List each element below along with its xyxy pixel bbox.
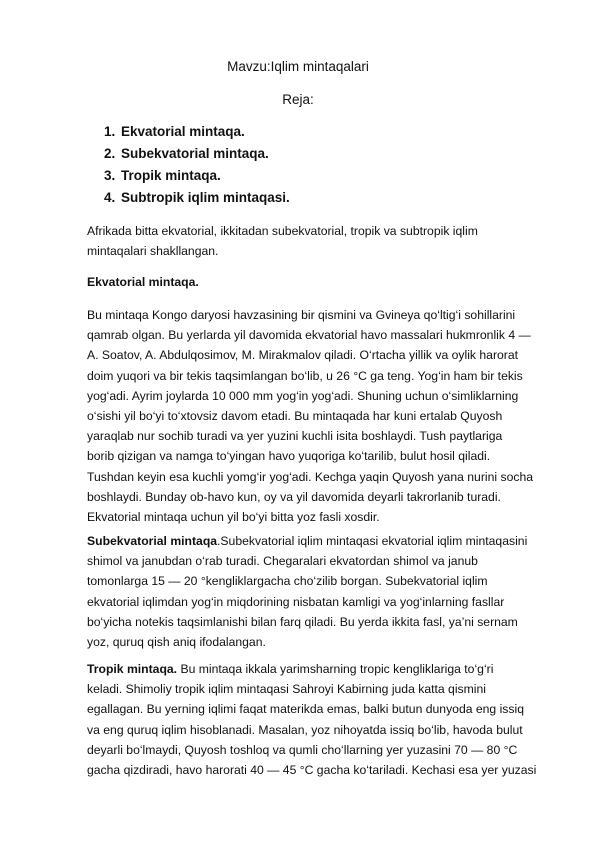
plan-item	[104, 187, 290, 209]
text-line: gacha qizdiradi, havo harorati 40 — 45 °C gacha ko‘tariladi. Kechasi esa yer yuzasi	[87, 763, 537, 778]
subekvatorial-paragraph	[87, 531, 537, 652]
intro-paragraph	[87, 221, 537, 261]
text-line: va eng quruq iqlim hisoblanadi. Masalan, yoz nihoyatda issiq bo‘lib, havoda bulut	[87, 722, 523, 737]
text-line: ekvatorial iqlimdan yog‘in miqdorining nisbatan kamligi va yog‘inlarning fasllar	[87, 594, 505, 609]
section-heading-tropik: Tropik mintaqa.	[87, 662, 178, 676]
text-line: keladi. Shimoliy tropik iqlim mintaqasi Sahroyi Kabirning juda katta qismini	[87, 682, 486, 697]
plan-item-text: Subekvatorial mintaqa.	[121, 146, 269, 161]
plan-item-text: Tropik mintaqa.	[121, 168, 221, 183]
text-line: Tushdan keyin esa kuchli yomg‘ir yog‘adi. Kechga yaqin Quyosh yana nurini socha	[87, 469, 533, 484]
plan-item	[104, 165, 290, 187]
text-line: A. Soatov, A. Abdulqosimov, M. Mirakmalov qiladi. O‘rtacha yillik va oylik harorat	[87, 348, 519, 363]
text-line	[87, 531, 537, 551]
text-line: Bu mintaqa Kongo daryosi havzasining bir qismini va Gvineya qo‘ltig‘i sohillarini	[87, 308, 516, 322]
text-line: mintaqalari shakllangan.	[87, 244, 219, 259]
plan-list	[104, 121, 290, 209]
text-line: qamrab olgan. Bu yerlarda yil davomida ekvatorial havo massalari hukmronlik 4 —	[87, 328, 531, 343]
plan-item	[104, 121, 290, 143]
section-heading-subekvatorial: Subekvatorial mintaqa	[87, 534, 218, 548]
section-heading-ekvatorial: Ekvatorial mintaqa.	[87, 275, 199, 289]
document-title: Mavzu:Iqlim mintaqalari	[227, 59, 369, 74]
tropik-paragraph	[87, 659, 537, 780]
text-run: .Subekvatorial iqlim mintaqasi ekvatorial iqlim mintaqasini	[217, 534, 528, 548]
text-line: boshlaydi. Bunday ob-havo kun, oy va yil davomida deyarli takrorlanib turadi.	[87, 489, 501, 504]
plan-item-number: 1.	[104, 124, 116, 139]
text-run: Bu mintaqa ikkala yarimsharning tropic kengliklariga to‘g‘ri	[177, 662, 494, 676]
text-line: egallagan. Bu yerning iqlimi faqat materikda emas, balki butun dunyoda eng issiq	[87, 702, 524, 717]
text-line: yog‘adi. Ayrim joylarda 10 000 mm yog‘in yog‘adi. Shuning uchun o‘simliklarning	[87, 388, 519, 403]
text-line: yoz, quruq qish aniq ifodalangan.	[87, 635, 266, 650]
text-line: bo‘yicha notekis taqsimlanishi bilan farq qiladi. Bu yerda ikkita fasl, ya’ni sernam	[87, 614, 518, 629]
plan-heading: Reja:	[282, 92, 314, 107]
text-line: Afrikada bitta ekvatorial, ikkitadan subekvatorial, tropik va subtropik iqlim	[87, 224, 478, 238]
text-line: deyarli bo‘lmaydi, Quyosh toshloq va qumli cho‘llarning yer yuzasini 70 — 80 °C	[87, 742, 518, 757]
plan-item-number: 2.	[104, 146, 116, 161]
ekvatorial-paragraph	[87, 305, 537, 527]
plan-item-number: 4.	[104, 190, 116, 205]
text-line: o‘sishi yil bo‘yi to‘xtovsiz davom etadi. Bu mintaqada har kuni ertalab Quyosh	[87, 409, 503, 424]
text-line: tomonlarga 15 — 20 °kengliklargacha cho‘zilib borgan. Subekvatorial iqlim	[87, 574, 488, 589]
text-line: Ekvatorial mintaqa uchun yil bo‘yi bitta yoz fasli xosdir.	[87, 510, 380, 525]
text-line: doim yuqori va bir tekis taqsimlangan bo‘lib, u 26 °C ga teng. Yog‘in ham bir tekis	[87, 368, 523, 383]
plan-item	[104, 143, 290, 165]
text-line: yaraqlab nur sochib turadi va yer yuzini kuchli isita boshlaydi. Tush paytlariga	[87, 429, 503, 444]
text-line: shimol va janubdan o‘rab turadi. Chegaralari ekvatordan shimol va janub	[87, 554, 478, 569]
text-line	[87, 659, 537, 679]
text-line: borib qizigan va namga to‘yingan havo yuqoriga ko‘tarilib, bulut hosil qiladi.	[87, 449, 491, 464]
plan-item-number: 3.	[104, 168, 116, 183]
plan-item-text: Subtropik iqlim mintaqasi.	[121, 190, 290, 205]
plan-item-text: Ekvatorial mintaqa.	[121, 124, 245, 139]
